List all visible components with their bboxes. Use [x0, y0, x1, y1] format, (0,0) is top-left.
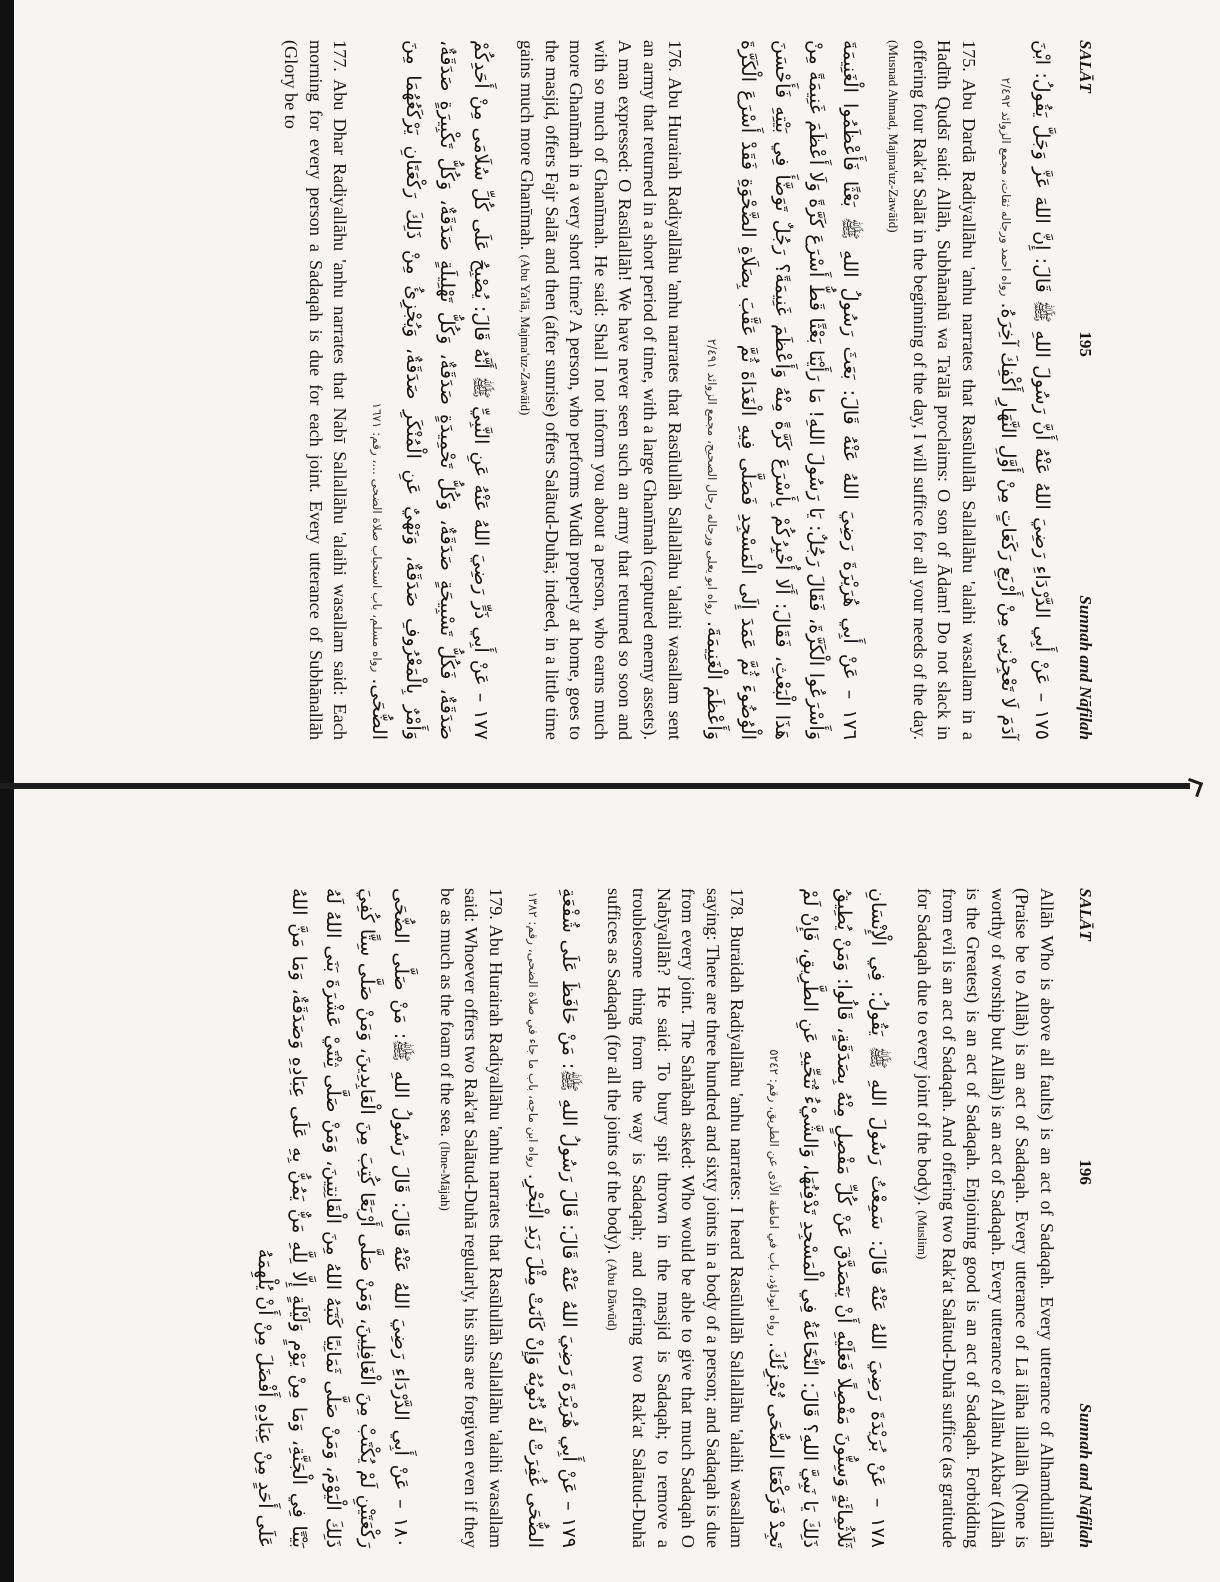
- arabic-text: ١٧٧ – عَنْ أَبِي ذَرٍّ رَضِيَ اللهُ عَنْهُ عَنِ النَّبِيِّ ﷺ أَنَّهُ قَالَ: يُصْبِحُ عَلَى كُلِّ سُلَامَى مِنْ أَحَدِكُمْ صَدَقَةٌ، فَكُلُّ تَسْبِيحَةٍ صَدَقَةٌ، وَكُلُّ تَحْمِيدَةٍ صَدَقَةٌ، وَكُلُّ تَهْلِيلَةٍ صَدَقَةٌ، وَكُلُّ تَكْبِيرَةٍ صَدَقَةٌ، وَأَمْرٌ بِالْمَعْرُوفِ صَدَقَةٌ، وَنَهْيٌ عَنِ الْمُنْكَرِ صَدَقَةٌ، وَيُجْزِئُ مِنْ ذَلِكَ رَكْعَتَانِ يَرْكَعُهُمَا مِنَ الضُّحَى. رواه مسلم، باب استحباب صلاة الضحى ...، رقم: ١٦٧١: [368, 40, 493, 740]
- divider-hook: [1184, 778, 1203, 797]
- reference: (Abu Dāwūd): [605, 1258, 621, 1331]
- continuation-text: Allāh Who is above all faults) is an act of Sadaqah. Every utterance of Alhamdulillāh (Praise be to Allāh) is an act of Sadaqah. Every utterance of Lā ilāha illallāh (None is worthy of worship but Allāh) is an act of Sadaqah. Every utterance of Allāhu Akbar (Allāh is the Greatest) is an act of Sadaqah. Enjoining good is an act of Sadaqah. Forbidding from evil is an act of Sadaqah. And offering two Rak'at Salātud-Duhā suffice (as gratitude for Sadaqah due to every joint of the body). (Muslim): [914, 888, 1057, 1548]
- hadith-entry: [512, 40, 866, 740]
- english-text: 177. Abu Dhar Radiyallāhu 'anhu narrates that Nabī Sallallāhu 'alaihi wasallam said: Each morning for every person a Sadaqah is due for each joint. Every utterance of Subhānallāh (Glory be to: [281, 40, 351, 740]
- arabic-text: ١٧٨ – عَنْ بُرَيْدَةَ رَضِيَ اللهُ عَنْهُ قَالَ: سَمِعْتُ رَسُولَ اللهِ ﷺ يَقُولُ: فِي الْإِنْسَانِ ثَلَاثُمِائَةٍ وَسِتُّونَ مَفْصِلًا فَعَلَيْهِ أَنْ يَتَصَدَّقَ عَنْ كُلِّ مَفْصِلٍ مِنْهُ بِصَدَقَةٍ، قَالُوا: وَمَنْ يُطِيقُ ذَلِكَ يَا نَبِيَّ اللهِ؟ قَالَ: النُّخَاعَةُ فِي الْمَسْجِدِ تَدْفِنُهَا، وَالشَّيْءُ تُنَحِّيهِ عَنِ الطَّرِيقِ، فَإِنْ لَمْ تَجِدْ فَرَكْعَتَا الضُّحَى تُجْزِئُكَ. رواه ابوداؤد، باب في اماطة الأذى عن الطريق، رقم: ٥٢٤٢: [765, 888, 890, 1548]
- reference: (Musnad Ahmad, Majma'uz-Zawāid): [886, 40, 902, 233]
- hadith-entry: [432, 888, 586, 1548]
- book-binding-edge: [0, 0, 14, 1582]
- page-196: [95, 888, 1095, 1548]
- english-text: 176. Abu Hurairah Radiyallāhu 'anhu narrates that Rasūlullāh Sallallāhu 'alaihi wasallam sent an army that returned in a short period of time, with a large Ghanīmah (captured enemy assets). A man expressed: O Rasūlallāh! We have never seen such an army that returned so soon and with so much of Ghanīmah. He said: Shall I not inform you about a person, who earns much more Ghanīmah in a very short time? A person, who performs Wudū properly at home, goes to the masjid, offers Fajr Salāt and then (after sunrise) offers Salātud-Duhā; indeed, in a little time gains much more Ghanīmah. (Abu Ya'lā, Majma'uz-Zawāid): [517, 40, 685, 740]
- reference: (Ibne-Mājah): [437, 1141, 453, 1211]
- header-left: SALĀT: [1076, 888, 1095, 941]
- arabic-source: رواه ابن ماجه، باب ما جاء في صلاة الضحى، رقم: ١٣٨٢: [525, 891, 540, 1168]
- arabic-source: رواه ابو يعلى ورجاله رجال الصحيح، مجمع الزوائد ٢/٤٩١: [704, 338, 719, 615]
- arabic-source: رواه احمد ورجاله ثقات، مجمع الزوائد ٢/٤٩٢: [999, 77, 1013, 297]
- page-number: 196: [1076, 1159, 1095, 1185]
- header-left: SALĀT: [1076, 40, 1095, 93]
- arabic-text: ١٧٩ – عَنْ أَبِي هُرَيْرَةَ رَضِيَ اللهُ عَنْهُ قَالَ: قَالَ رَسُولُ اللهِ ﷺ: مَنْ حَافَظَ عَلَى شُفْعَةِ الضُّحَى غُفِرَتْ لَهُ ذُنُوبُهُ وَإِنْ كَانَتْ مِثْلَ زَبَدِ الْبَحْرِ. رواه ابن ماجه، باب ما جاء في صلاة الضحى، رقم: ١٣٨٢: [523, 888, 580, 1548]
- hadith-entry: [279, 40, 499, 740]
- running-header: [1075, 40, 1095, 740]
- page-number: 195: [1076, 331, 1095, 357]
- header-right: Sunnah and Nāfilah: [1076, 1403, 1095, 1548]
- arabic-text: ١٧٥ – عَنْ أَبِي الدَّرْدَاءِ رَضِيَ اللهُ عَنْهُ أَنَّ رَسُولَ اللهِ ﷺ قَالَ: إِنَّ اللهَ عَزَّ وَجَلَّ يَقُولُ: ابْنَ آدَمَ لَا تَعْجِزْنِي مِنْ أَرْبَعِ رَكَعَاتٍ مِنْ أَوَّلِ النَّهَارِ أَكْفِكَ آخِرَهُ. رواه احمد ورجاله ثقات، مجمع الزوائد ٢/٤٩٢: [997, 40, 1053, 740]
- hadith-entry: [600, 888, 896, 1548]
- arabic-source: رواه ابوداؤد، باب في اماطة الأذى عن الطريق، رقم: ٥٢٤٢: [767, 1049, 782, 1336]
- arabic-text: ١٧٦ – عَنْ أَبِي هُرَيْرَةَ رَضِيَ اللهُ عَنْهُ قَالَ: بَعَثَ رَسُولُ اللهِ ﷺ بَعْثًا فَأَعْظَمُوا الْغَنِيمَةَ وَأَسْرَعُوا الْكَرَّةَ، فَقَالَ رَجُلٌ: يَا رَسُولَ اللهِ! مَا رَأَيْنَا بَعْثًا قَطُّ أَسْرَعَ كَرَّةً وَلَا أَعْظَمَ غَنِيمَةً مِنْ هَذَا الْبَعْثِ، فَقَالَ: أَلَا أُخْبِرُكُمْ بِأَسْرَعَ كَرَّةً مِنْهُ وَأَعْظَمَ غَنِيمَةً؟ رَجُلٌ تَوَضَّأَ فِي بَيْتِهِ فَأَحْسَنَ الْوُضُوءَ ثُمَّ عَمَدَ إِلَى الْمَسْجِدِ فَصَلَّى فِيهِ الْغَدَاةَ ثُمَّ عَقَّبَ بِصَلَاةِ الضَّحْوَةِ فَقَدْ أَسْرَعَ الْكَرَّةَ وَأَعْظَمَ الْغَنِيمَةَ. رواه ابو يعلى ورجاله رجال الصحيح، مجمع الزوائد ٢/٤٩١: [702, 40, 861, 740]
- page-195: [95, 40, 1095, 740]
- english-text: 175. Abu Dardā Radiyallāhu 'anhu narrates that Rasūlullāh Sallallāhu 'alaihi wasallam in a Hadīth Qudsī said: Allāh, Subhānahū wa Ta'ālā proclaims: O son of Ādam! Do not slack in offering four Rak'at Salāt in the beginning of the day, I will suffice for all your needs of the day. (Musnad Ahmad, Majma'uz-Zawāid): [886, 40, 979, 740]
- page-divider: [0, 783, 1190, 789]
- english-text: 179. Abu Hurairah Radiyallāhu 'anhu narrates that Rasūlullāh Sallallāhu 'alaihi wasallam said: Whoever offers two Rak'at Salātud-Duhā regularly, his sins are forgiven even if they be as much as the foam of the sea. (Ibne-Mājah): [436, 888, 506, 1548]
- reference: (Muslim): [915, 1210, 931, 1260]
- running-header: [1075, 888, 1095, 1548]
- arabic-text: ١٨٠ – عَنْ أَبِي الدَّرْدَاءِ رَضِيَ اللهُ عَنْهُ قَالَ: قَالَ رَسُولُ اللهِ ﷺ: مَنْ صَلَّى الضُّحَى رَكْعَتَيْنِ لَمْ يُكْتَبْ مِنَ الْغَافِلِينَ، وَمَنْ صَلَّى أَرْبَعًا كُتِبَ مِنَ الْعَابِدِينَ، وَمَنْ صَلَّى سِتًّا كُفِيَ ذَلِكَ الْيَوْمَ، وَمَنْ صَلَّى ثَمَانِيًا كَتَبَهُ اللهُ مِنَ الْقَانِتِينَ، وَمَنْ صَلَّى ثِنْتَيْ عَشْرَةَ بَنَى اللهُ لَهُ بَيْتًا فِي الْجَنَّةِ، وَمَا مِنْ يَوْمٍ وَلَيْلَةٍ إِلَّا لِلَّهِ مَنٌّ يَمُنُّ بِهِ عَلَى عِبَادِهِ وَصَدَقَةٌ، وَمَا مَنَّ اللهُ عَلَى أَحَدٍ مِنْ عِبَادِهِ أَفْضَلَ مِنْ أَنْ يُلْهِمَهُ: [254, 888, 413, 1548]
- header-right: Sunnah and Nāfilah: [1076, 595, 1095, 740]
- hadith-entry: [248, 888, 418, 1548]
- arabic-source: رواه مسلم، باب استحباب صلاة الضحى ...، رقم: ١٦٧١: [370, 402, 385, 673]
- reference: (Abu Ya'lā, Majma'uz-Zawāid): [518, 254, 534, 416]
- hadith-entry: [881, 40, 1059, 740]
- english-text: 178. Buraidah Radiyallāhu 'anhu narrates: I heard Rasūlullāh Sallallāhu 'alaihi wasallam saying: There are three hundred and sixty joints in a body of a person; and Sadaqah is due from every joint. The Sahābah asked: Who would be able to give that much Sadaqah O Nabīyallāh? He said: To bury spit thrown in the masjid is Sadaqah; to remove a troublesome thing from the way is Sadaqah; and offering two Rak'at Salātud-Duhā suffices as Sadaqah (for all the joints of the body). (Abu Dāwūd): [604, 888, 748, 1548]
